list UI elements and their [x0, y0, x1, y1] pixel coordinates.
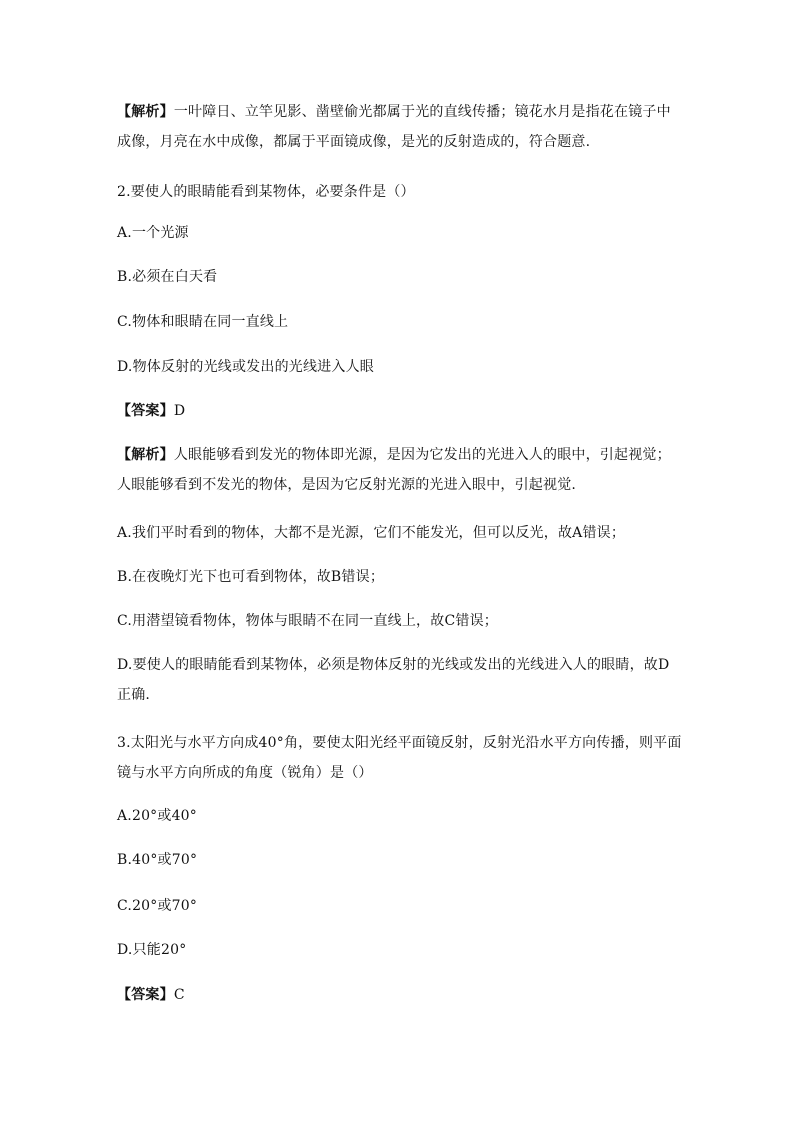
question-3-option-a: [117, 801, 683, 831]
answer-value: D: [173, 403, 186, 419]
option-text: B.必须在白天看: [117, 269, 218, 285]
analysis-option-text: A.我们平时看到的物体，大都不是光源，它们不能发光，但可以反光，故A错误；: [117, 525, 626, 541]
analysis-label: 【解析】: [117, 104, 174, 120]
option-text: A.一个光源: [117, 225, 189, 241]
question-2-option-a: [117, 218, 683, 248]
analysis-option-d: [117, 650, 683, 710]
option-text: C.物体和眼睛在同一直线上: [117, 314, 289, 330]
answer-value: C: [173, 987, 185, 1003]
question-2-stem: [117, 177, 683, 207]
answer-line-q3: [117, 980, 683, 1010]
analysis-option-a: [117, 518, 683, 548]
analysis-text: 人眼能够看到发光的物体即光源，是因为它发出的光进入人的眼中，引起视觉；人眼能够看到不发光的物体，是因为它反射光源的光进入眼中，引起视觉.: [117, 447, 671, 493]
analysis-text: 一叶障日、立竿见影、凿壁偷光都属于光的直线传播；镜花水月是指花在镜子中成像，月亮在水中成像，都属于平面镜成像，是光的反射造成的，符合题意.: [117, 104, 671, 150]
analysis-option-c: [117, 606, 683, 636]
question-2-option-b: [117, 262, 683, 292]
analysis-paragraph-q1: [117, 97, 683, 157]
analysis-option-b: [117, 562, 683, 592]
option-text: A.20°或40°: [117, 808, 197, 824]
analysis-label: 【解析】: [117, 447, 174, 463]
answer-line-q2: [117, 396, 683, 426]
analysis-option-text: B.在夜晚灯光下也可看到物体，故B错误；: [117, 569, 385, 585]
option-text: C.20°或70°: [117, 898, 198, 914]
question-3-stem: [117, 728, 683, 788]
question-text: 2.要使人的眼睛能看到某物体，必要条件是（）: [117, 184, 415, 200]
option-text: D.只能20°: [117, 942, 187, 958]
question-3-option-d: [117, 935, 683, 965]
option-text: D.物体反射的光线或发出的光线进入人眼: [117, 359, 374, 375]
analysis-option-text: C.用潜望镜看物体，物体与眼睛不在同一直线上，故C错误；: [117, 613, 498, 629]
analysis-paragraph-q2: [117, 440, 683, 500]
option-text: B.40°或70°: [117, 852, 198, 868]
answer-label: 【答案】: [117, 403, 174, 419]
question-2-option-d: [117, 352, 683, 382]
analysis-option-text: D.要使人的眼睛能看到某物体，必须是物体反射的光线或发出的光线进入人的眼睛，故D正确.: [117, 657, 670, 703]
answer-label: 【答案】: [117, 987, 174, 1003]
question-3-option-c: [117, 891, 683, 921]
question-text: 3.太阳光与水平方向成40°角，要使太阳光经平面镜反射，反射光沿水平方向传播，则平面镜与水平方向所成的角度（锐角）是（）: [117, 735, 682, 781]
question-3-option-b: [117, 845, 683, 875]
question-2-option-c: [117, 307, 683, 337]
